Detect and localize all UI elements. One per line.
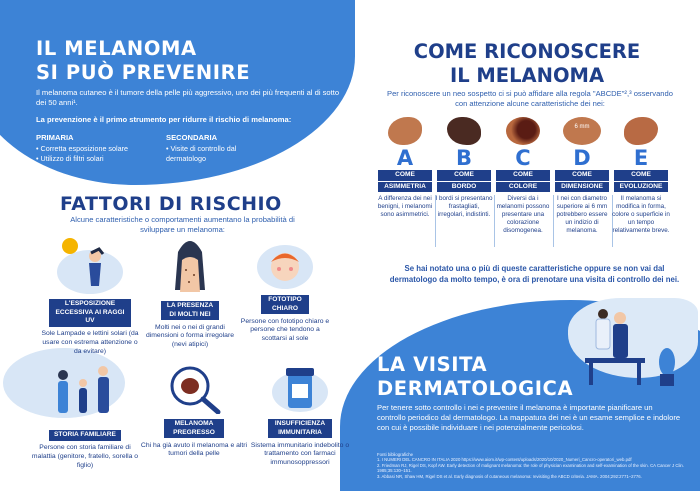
risk-item-phototype xyxy=(240,240,330,344)
criterion-b xyxy=(435,117,493,219)
risk-desc: Sistema immunitario indebolito o trattamento con farmaci immunosoppressori xyxy=(250,441,350,467)
magnifier-mole-icon xyxy=(164,364,224,414)
visit-text: Per tenere sotto controllo i nei e prevenire il melanoma è importante pianificare un controllo periodico dal dermatologo. La mappatura dei nei è un esame semplice e indolore con cui è possibile individuare i nei potenzialmente pericolosi. xyxy=(377,403,681,432)
risk-label: INSUFFICIENZA IMMUNITARIA xyxy=(268,419,332,438)
criterion-desc: Il melanoma si modifica in forma, colore o superficie in un tempo relativamente breve. xyxy=(612,195,670,234)
risk-item-uv xyxy=(40,236,140,356)
prevent-lead: La prevenzione è il primo strumento per ridurre il rischio di melanoma: xyxy=(36,115,292,124)
criterion-label-top: COME xyxy=(378,170,432,181)
criterion-letter: B xyxy=(455,146,472,170)
evolving-mole-icon xyxy=(624,117,658,145)
risk-desc: Chi ha già avuto il melanoma e altri tumori della pelle xyxy=(140,441,248,458)
prevent-title-line2: SI PUÒ PREVENIRE xyxy=(36,61,251,84)
sources xyxy=(377,452,692,479)
risk-desc: Persone con storia familiare di malattia (genitore, fratello, sorella o figlio) xyxy=(31,444,139,469)
secondaria-heading: SECONDARIA xyxy=(166,133,218,142)
criterion-label: EVOLUZIONE xyxy=(614,182,668,193)
criterion-desc: I nei con diametro superiore ai 6 mm potrebbero essere un indizio di melanoma. xyxy=(556,195,608,234)
risk-item-family xyxy=(30,363,140,470)
criterion-label: BORDO xyxy=(437,182,491,193)
risk-desc: Persone con fototipo chiaro e persone che tendono a scottarsi al sole xyxy=(240,317,330,343)
fair-skin-face-icon xyxy=(256,240,314,290)
criterion-label-top: COME xyxy=(437,170,491,181)
criterion-e xyxy=(612,117,670,235)
source-item: 3. Abbasi NR, Shaw HM, Rigel DS et al. Early diagnosis of cutaneous melanoma: revisiting the ABCD criteria. JAMA. 2004;292:2771–2776. xyxy=(377,473,642,479)
risk-item-previous-melanoma xyxy=(140,364,248,459)
criterion-label-top: COME xyxy=(496,170,550,181)
primaria-heading: PRIMARIA xyxy=(36,133,74,142)
secondaria-list xyxy=(166,144,266,164)
criterion-label-top: COME xyxy=(614,170,668,181)
criterion-letter: E xyxy=(633,146,649,170)
family-icon xyxy=(50,363,120,418)
primaria-column xyxy=(36,133,128,164)
risk-label: LA PRESENZA DI MOLTI NEI xyxy=(161,301,219,320)
recognize-title-line1: COME RICONOSCERE xyxy=(413,40,641,63)
list-item: • Visite di controllo dal dermatologo xyxy=(166,144,266,164)
dermatologist-visit-icon xyxy=(575,300,685,390)
risk-item-moles xyxy=(140,230,240,350)
risk-desc: Sole Lampade e lettini solari (da usare con estrema attenzione o da evitare) xyxy=(41,330,139,355)
criterion-a xyxy=(376,117,434,219)
visit-title xyxy=(377,353,573,401)
sunbathing-woman-icon xyxy=(55,236,125,294)
prevent-title xyxy=(36,37,250,85)
risk-subtitle: Alcune caratteristiche o comportamenti aumentano la probabilità di sviluppare un melanoma: xyxy=(70,215,295,234)
recognize-note: Se hai notato una o più di queste caratteristiche oppure se non vai dal dermatologo da molto tempo, è ora di prenotare una visita di controllo dei nei. xyxy=(389,264,680,284)
criterion-d xyxy=(553,117,611,235)
recognize-title-line2: IL MELANOMA xyxy=(449,64,605,87)
criterion-c xyxy=(494,117,552,235)
criterion-letter: A xyxy=(396,146,414,170)
recognize-subtitle: Per riconoscere un neo sospetto ci si può affidare alla regola "ABCDE"²,³ osservando con attenzione alcune caratteristiche dei nei: xyxy=(387,89,673,108)
large-mole-icon xyxy=(563,117,601,145)
visit-title-line2: DERMATOLOGICA xyxy=(377,377,574,400)
risk-label: STORIA FAMILIARE xyxy=(49,430,121,441)
list-item: • Corretta esposizione solare xyxy=(36,144,128,154)
sources-title: Fonti bibliografiche xyxy=(377,452,414,457)
risk-label: MELANOMA PREGRESSO xyxy=(164,419,224,438)
medicine-bottle-icon xyxy=(270,362,330,414)
criterion-label-top: COME xyxy=(555,170,609,181)
source-item: 2. Friedman RJ, Rigel DS, Kopf AW. Early detection of malignant melanoma: the role of physician examination and self-examination of the skin. CA Cancer J Clin. 1985;35:130–151. xyxy=(377,462,684,474)
criterion-desc: A differenza dei nei benigni, i melanomi sono asimmetrici. xyxy=(377,195,433,218)
criterion-label: DIMENSIONE xyxy=(555,182,609,193)
secondaria-column xyxy=(166,133,266,164)
multicolor-mole-icon xyxy=(506,117,540,145)
recognize-title xyxy=(412,40,642,88)
risk-desc: Molti nei o nei di grandi dimensioni o forma irregolare (nevi atipici) xyxy=(145,323,235,349)
risk-label: L'ESPOSIZIONE ECCESSIVA AI RAGGI UV xyxy=(49,299,131,327)
prevent-title-line1: IL MELANOMA xyxy=(36,37,197,60)
asymmetric-mole-icon xyxy=(388,117,422,145)
criterion-desc: I bordi si presentano frastagliati, irregolari, indistinti. xyxy=(435,195,493,218)
woman-back-icon xyxy=(155,230,225,296)
criterion-label: COLORE xyxy=(496,182,550,193)
criterion-letter: D xyxy=(573,146,591,170)
source-item: 1. I NUMERI DEL CANCRO IN ITALIA 2020 https://www.aiom.it/wp-content/uploads/2020/10/2020_Numeri_Cancro-operatori_web.pdf xyxy=(377,457,632,463)
risk-label: FOTOTIPO CHIARO xyxy=(261,295,309,314)
primaria-list xyxy=(36,144,128,164)
criterion-label: ASIMMETRIA xyxy=(378,182,432,193)
visit-title-line1: LA VISITA xyxy=(377,353,488,376)
risk-item-immune xyxy=(250,362,350,468)
criterion-letter: C xyxy=(515,146,531,170)
prevent-intro: Il melanoma cutaneo è il tumore della pelle più aggressivo, uno dei più frequenti al di sotto dei 50 anni¹. xyxy=(36,88,340,107)
list-item: • Utilizzo di filtri solari xyxy=(36,154,128,164)
mm-label: 6 mm xyxy=(574,124,590,130)
irregular-border-mole-icon xyxy=(447,117,481,145)
risk-title: FATTORI DI RISCHIO xyxy=(60,193,282,215)
criterion-desc: Diversi da i melanomi possono presentare una colorazione disomogenea. xyxy=(496,195,550,234)
